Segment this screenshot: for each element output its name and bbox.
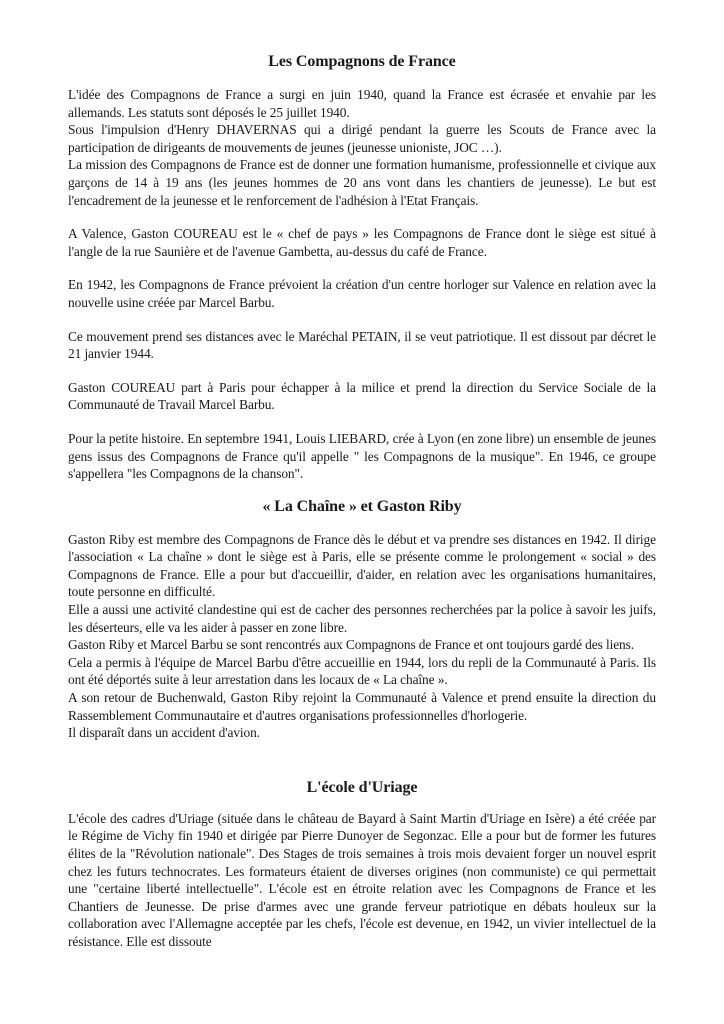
paragraph: En 1942, les Compagnons de France prévoient la création d'un centre horloger sur Valence en relation avec la nouvelle usine créée par Marcel Barbu. [68, 277, 656, 310]
section-title-uriage: L'école d'Uriage [306, 778, 418, 796]
paragraph: Il disparaît dans un accident d'avion. [68, 725, 260, 741]
paragraph: Gaston Riby et Marcel Barbu se sont rencontrés aux Compagnons de France et ont toujours gardé des liens. [68, 637, 635, 653]
paragraph: L'école des cadres d'Uriage (située dans le château de Bayard à Saint Martin d'Uriage en Isère) a été créée par le Régime de Vichy fin 1940 et dirigée par Pierre Dunoyer de Segonzac. Elle a pour but de former les futures élites de la "Révolution nationale". Des Stages de trois semaines à trois mois devaient forger un nouvel esprit chez les futurs technocrates. Les formateurs étaient de diverses origines (non communiste) ce qui permettait une "certaine liberté intellectuelle". L'école est en étroite relation avec les Compagnons de France et les Chantiers de Jeunesse. De prise d'armes avec une grande ferveur patriotique en débats houleux sur la collaboration avec l'Allemagne acceptée par les chefs, l'école est devenue, en 1942, un vivier intellectuel de la résistance. Elle est dissoute [68, 810, 656, 949]
section-title-compagnons: Les Compagnons de France [268, 53, 456, 70]
paragraph: Ce mouvement prend ses distances avec le Maréchal PETAIN, il se veut patriotique. Il est dissout par décret le 21 janvier 1944. [68, 328, 656, 362]
paragraph: A son retour de Buchenwald, Gaston Riby rejoint la Communauté à Valence et prend ensuite la direction du Rassemblement Communautaire et d'autres organisations professionnelles d'horlogerie. [68, 690, 656, 723]
section-title-la-chaine: « La Chaîne » et Gaston Riby [262, 497, 462, 515]
paragraph: Pour la petite histoire. En septembre 1941, Louis LIEBARD, crée à Lyon (en zone libre) un ensemble de jeunes gens issus des Compagnons de France qu'il appelle " les Compagnons de la musique". En 1946, ce groupe s'appellera "les Compagnons de la chanson". [68, 430, 656, 482]
paragraph: Cela a permis à l'équipe de Marcel Barbu d'être accueillie en 1944, lors du repli de la Communauté à Paris. Ils ont été déportés suite à leur arrestation dans les locaux de « La chaîne ». [68, 654, 656, 688]
paragraph: A Valence, Gaston COUREAU est le « chef de pays » les Compagnons de France dont le siège est situé à l'angle de la rue Saunière et de l'avenue Gambetta, au-dessus du café de France. [68, 226, 656, 259]
paragraph: Elle a aussi une activité clandestine qui est de cacher des personnes recherchées par la police à savoir les juifs, les déserteurs, elle va les aider à passer en zone libre. [68, 602, 656, 635]
paragraph: Sous l'impulsion d'Henry DHAVERNAS qui a dirigé pendant la guerre les Scouts de France avec la participation de dirigeants de mouvements de jeunes (jeunesse unioniste, JOC …). [68, 122, 656, 155]
paragraph: L'idée des Compagnons de France a surgi en juin 1940, quand la France est écrasée et envahie par les allemands. Les statuts sont déposés le 25 juillet 1940. [68, 87, 656, 120]
paragraph: Gaston Riby est membre des Compagnons de France dès le début et va prendre ses distances en 1942. Il dirige l'association « La chaîne » dont le siège est à Paris, elle se présente comme le prolongement « social » des Compagnons de France. Elle a pour but d'accueillir, d'aider, en relation avec les organisations humanitaires, toute personne en difficulté. [68, 531, 656, 600]
paragraph: Gaston COUREAU part à Paris pour échapper à la milice et prend la direction du Service Sociale de la Communauté de Travail Marcel Barbu. [68, 379, 656, 413]
paragraph: La mission des Compagnons de France est de donner une formation humanisme, professionnelle et civique aux garçons de 14 à 19 ans (les jeunes hommes de 20 ans vont dans les chantiers de jeunesse). Le but est l'encadrement de la jeunesse et le renforcement de l'adhésion à l'Etat Français. [68, 157, 656, 208]
